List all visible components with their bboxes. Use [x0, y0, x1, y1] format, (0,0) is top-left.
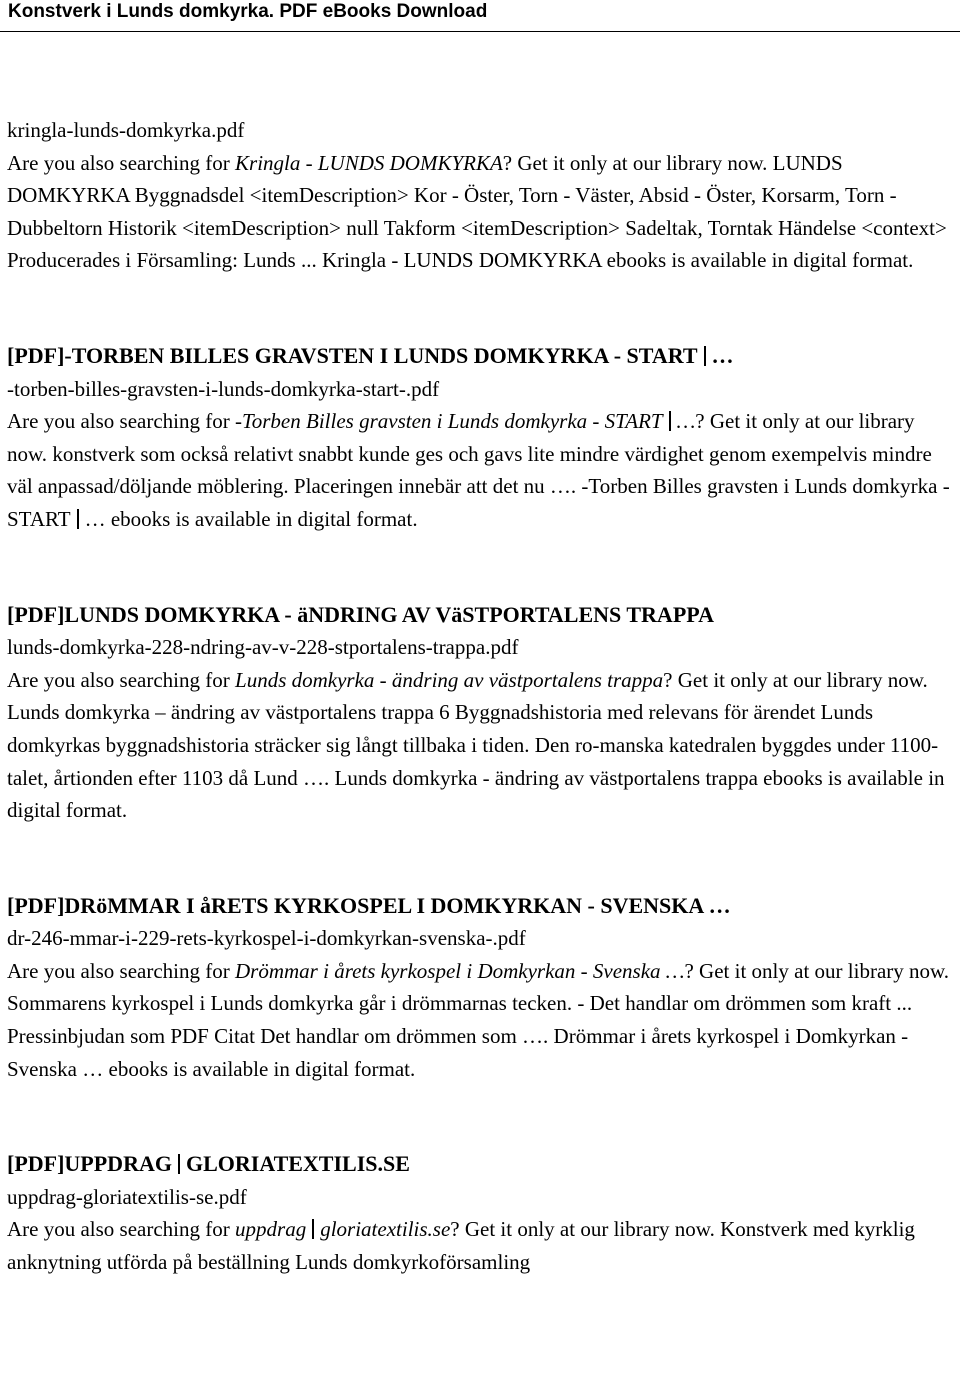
result-filename: lunds-domkyrka-228-ndring-av-v-228-stportalens-trappa.pdf: [7, 635, 519, 660]
search-prefix: Are you also searching for: [7, 150, 236, 175]
result-search-line: [7, 664, 957, 827]
result-entry: [7, 1148, 957, 1278]
result-entry: [7, 890, 957, 1086]
search-suffix: ? Get it only at our library now.: [663, 667, 928, 692]
search-prefix: Are you also searching for: [7, 1217, 236, 1242]
search-suffix: ? Get it only at our library now.: [502, 150, 768, 175]
search-query-text: uppdrag: [235, 1217, 307, 1242]
header-divider: [0, 31, 960, 32]
search-query-text-end: …: [676, 409, 696, 434]
result-title[interactable]: [PDF]LUNDS DOMKYRKA - äNDRING AV VäSTPORTALENS TRAPPA: [7, 601, 714, 627]
result-filename: kringla-lunds-domkyrka.pdf: [7, 118, 245, 142]
result-description: Lunds domkyrka – ändring av västportalens trappa 6 Byggnadshistoria med relevans för ärendet Lunds domkyrkas byggnadshistoria sträcker sig långt tillbaka i tiden. Den ro-manska katedralen byggdes under 1100-talet, årtionden efter 1103 då Lund …. Lunds domkyrka - ändring av västportalens trappa ebooks is available in digital format.: [7, 700, 945, 823]
result-title-text[interactable]: [PDF]-TORBEN BILLES GRAVSTEN I LUNDS DOMKYRKA - START: [7, 342, 698, 368]
search-query: Drömmar i årets kyrkospel i Domkyrkan - Svenska …: [235, 958, 685, 983]
separator-bar: [77, 509, 79, 529]
result-description-text: konstverk som också relativt snabbt kunde ges och gavs lite mindre värdighet genom exempelvis mindre väl anpassad/döljande möblering. Placeringen innebär att det nu …. -Torben Billes gravsten i Lunds domkyrka - START: [7, 441, 950, 531]
result-description: [7, 442, 950, 531]
result-description: LUNDS DOMKYRKA Byggnadsdel <itemDescription> Kor - Öster, Torn - Väster, Absid - Öster, Korsarm, Torn - Dubbeltorn Historik <itemDescription> null Takform <itemDescription> Sadeltak, Torntak Händelse <context> Producerades i Församling: Lunds ... Kringla - LUNDS DOMKYRKA ebooks is available in digital format.: [7, 150, 947, 273]
search-query-text-end: gloriatextilis.se: [320, 1217, 451, 1242]
result-search-line: [7, 955, 957, 1085]
result-title-text-end[interactable]: GLORIATEXTILIS.SE: [185, 1151, 410, 1177]
result-entry: [7, 340, 957, 536]
result-title-text[interactable]: [PDF]UPPDRAG: [7, 1151, 172, 1177]
search-suffix: ? Get it only at our library now.: [7, 409, 915, 466]
page-header: [0, 0, 960, 28]
search-suffix: ? Get it only at our library now.: [684, 958, 950, 983]
result-filename: uppdrag-gloriatextilis-se.pdf: [7, 1184, 247, 1209]
separator-bar: [178, 1154, 180, 1174]
search-prefix: Are you also searching for: [7, 409, 236, 434]
result-description: Konstverk med kyrklig anknytning utförda på beställning Lunds domkyrkoförsamling: [7, 1217, 915, 1275]
result-entry: [7, 599, 957, 827]
separator-bar: [669, 411, 671, 431]
result-title[interactable]: [7, 340, 957, 373]
search-query: Kringla - LUNDS DOMKYRKA: [235, 150, 503, 175]
results-list: [7, 114, 957, 1342]
search-query-text: -Torben Billes gravsten i Lunds domkyrka - START: [235, 409, 663, 434]
separator-bar: [704, 346, 706, 366]
result-filename: -torben-billes-gravsten-i-lunds-domkyrka-start-.pdf: [7, 376, 440, 401]
result-title[interactable]: [7, 1148, 957, 1181]
search-prefix: Are you also searching for: [7, 958, 236, 983]
result-search-line: [7, 1213, 957, 1278]
search-suffix: ? Get it only at our library now.: [450, 1217, 715, 1242]
search-query: Lunds domkyrka - ändring av västportalens trappa: [235, 667, 664, 692]
result-search-line: [7, 147, 957, 277]
search-prefix: Are you also searching for: [7, 667, 236, 692]
result-entry: [7, 114, 957, 277]
search-query: [235, 1217, 450, 1241]
result-filename: dr-246-mmar-i-229-rets-kyrkospel-i-domkyrkan-svenska-.pdf: [7, 926, 526, 951]
search-query: [235, 409, 695, 433]
page-title: Konstverk i Lunds domkyrka. PDF eBooks Download: [8, 1, 488, 22]
result-description: Sommarens kyrkospel i Lunds domkyrka går i drömmarnas tecken. - Det handlar om drömmen som kraft ... Pressinbjudan som PDF Citat Det handlar om drömmen som …. Drömmar i årets kyrkospel i Domkyrkan - Svenska … ebooks is available in digital format.: [7, 991, 913, 1081]
result-search-line: [7, 405, 957, 535]
separator-bar: [312, 1219, 314, 1239]
result-title-text-end[interactable]: …: [711, 342, 734, 368]
result-description-text-end: … ebooks is available in digital format.: [84, 506, 418, 531]
result-title[interactable]: [PDF]DRöMMAR I åRETS KYRKOSPEL I DOMKYRKAN - SVENSKA …: [7, 892, 731, 918]
